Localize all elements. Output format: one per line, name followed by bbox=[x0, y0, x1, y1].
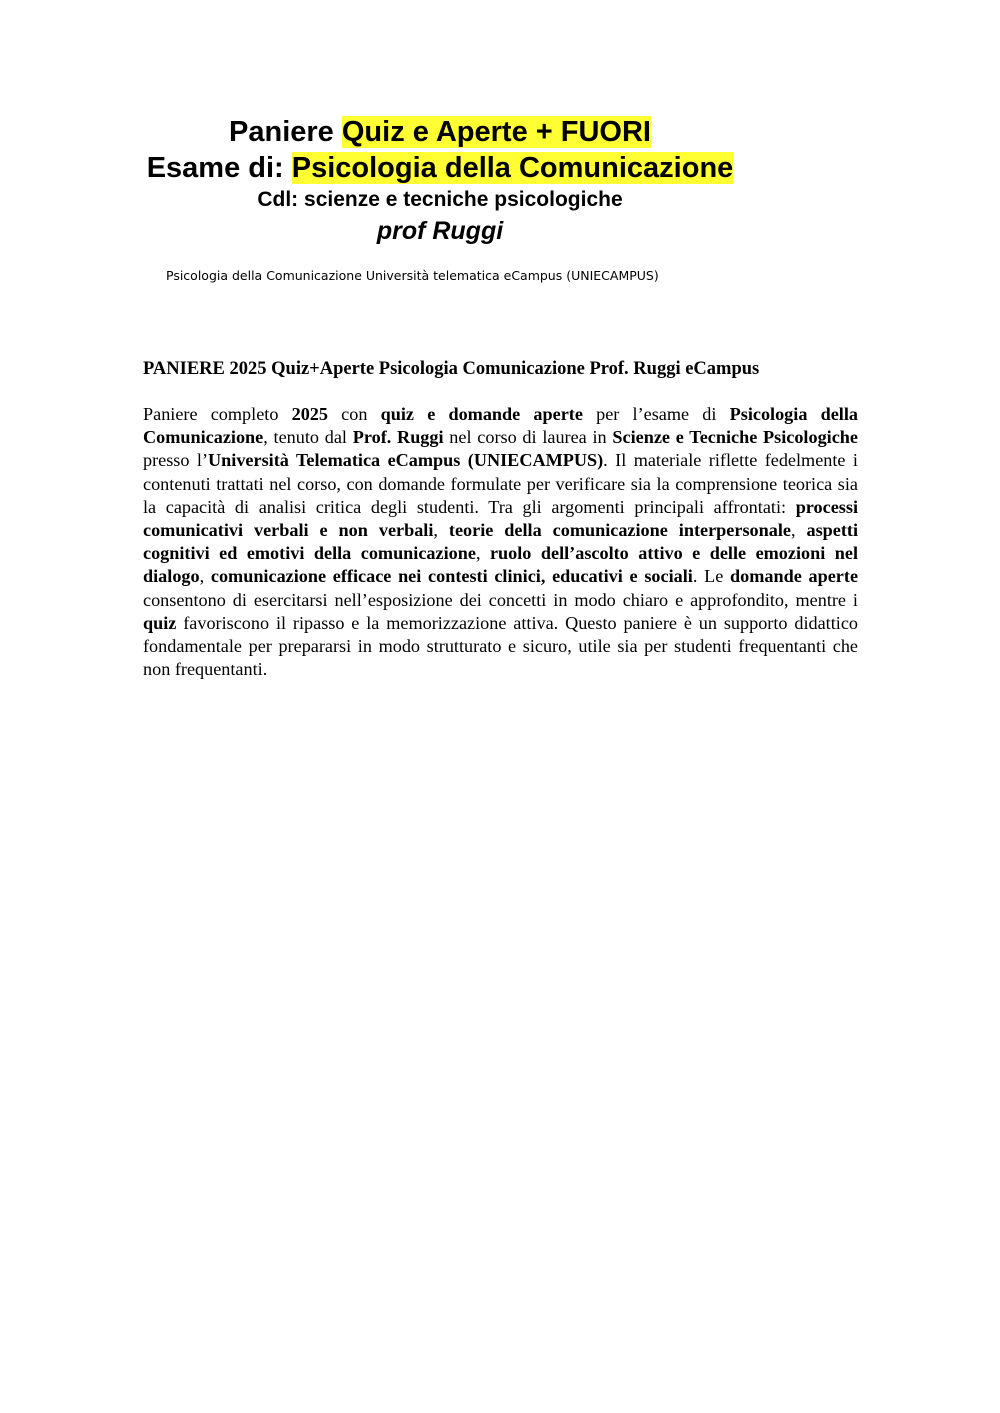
bold-text-run: comunicazione efficace nei contesti clinici, educativi e sociali bbox=[210, 566, 693, 587]
text-run: , tenuto dal bbox=[263, 427, 353, 448]
text-run: con bbox=[327, 404, 381, 424]
document-body-paragraph bbox=[143, 403, 858, 681]
bold-text-run: Università Telematica eCampus (UNIECAMPUS) bbox=[208, 450, 604, 471]
professor-name: prof Ruggi bbox=[376, 217, 504, 245]
text-run: , bbox=[790, 520, 807, 541]
text-run: Paniere completo bbox=[143, 404, 292, 424]
bold-text-run: teorie della comunicazione interpersonale bbox=[448, 520, 791, 541]
bold-text-run: 2025 bbox=[291, 404, 328, 424]
text-run: consentono di esercitarsi nell’esposizione dei concetti in modo chiaro e approfondito, mentre i bbox=[143, 589, 858, 610]
degree-course: Cdl: scienze e tecniche psicologiche bbox=[257, 188, 623, 211]
bold-text-run: domande aperte bbox=[730, 566, 859, 587]
text-run: , bbox=[199, 566, 211, 587]
title-highlight: Quiz e Aperte + FUORI bbox=[341, 116, 651, 148]
exam-name-highlight: Psicologia della Comunicazione bbox=[291, 152, 734, 184]
text-run: . Il materiale riflette fedelmente i contenuti trattati nel corso, con domande formulate per verificare sia la comprensione teorica sia la capacità di analisi critica degli studenti. Tra gli argomenti principali affrontati: bbox=[143, 450, 858, 517]
bold-text-run: quiz bbox=[143, 612, 177, 633]
text-run: nel corso di laurea in bbox=[443, 427, 613, 448]
bold-text-run: ruolo dell’ascolto attivo e delle emozioni nel dialogo bbox=[143, 543, 858, 587]
university-subnote: Psicologia della Comunicazione Università telematica eCampus (UNIECAMPUS) bbox=[166, 268, 659, 283]
text-run: presso l’ bbox=[143, 450, 209, 471]
title-block bbox=[0, 114, 880, 248]
text-run: , bbox=[475, 543, 490, 564]
title-line-esame bbox=[0, 150, 880, 186]
bold-text-run: quiz e domande aperte bbox=[380, 404, 583, 424]
title-prefix: Paniere bbox=[229, 116, 342, 148]
bold-text-run: processi comunicativi verbali e non verbali bbox=[143, 496, 858, 541]
text-run: per l’esame di bbox=[582, 404, 730, 424]
bold-text-run: Scienze e Tecniche Psicologiche bbox=[612, 427, 858, 448]
bold-text-run: Prof. Ruggi bbox=[352, 427, 444, 448]
bold-text-run: aspetti cognitivi ed emotivi della comunicazione bbox=[143, 520, 858, 564]
document-heading: PANIERE 2025 Quiz+Aperte Psicologia Comunicazione Prof. Ruggi eCampus bbox=[143, 359, 760, 379]
exam-prefix: Esame di: bbox=[146, 152, 292, 184]
text-run: . Le bbox=[692, 566, 731, 587]
bold-text-run: Psicologia della Comunicazione bbox=[143, 404, 859, 448]
title-line-paniere bbox=[0, 114, 880, 150]
text-run: , bbox=[433, 520, 449, 541]
text-run: favoriscono il ripasso e la memorizzazione attiva. Questo paniere è un supporto didattico fondamentale per prepararsi in modo strutturato e sicuro, utile sia per studenti frequentanti che non frequentanti. bbox=[143, 612, 858, 680]
